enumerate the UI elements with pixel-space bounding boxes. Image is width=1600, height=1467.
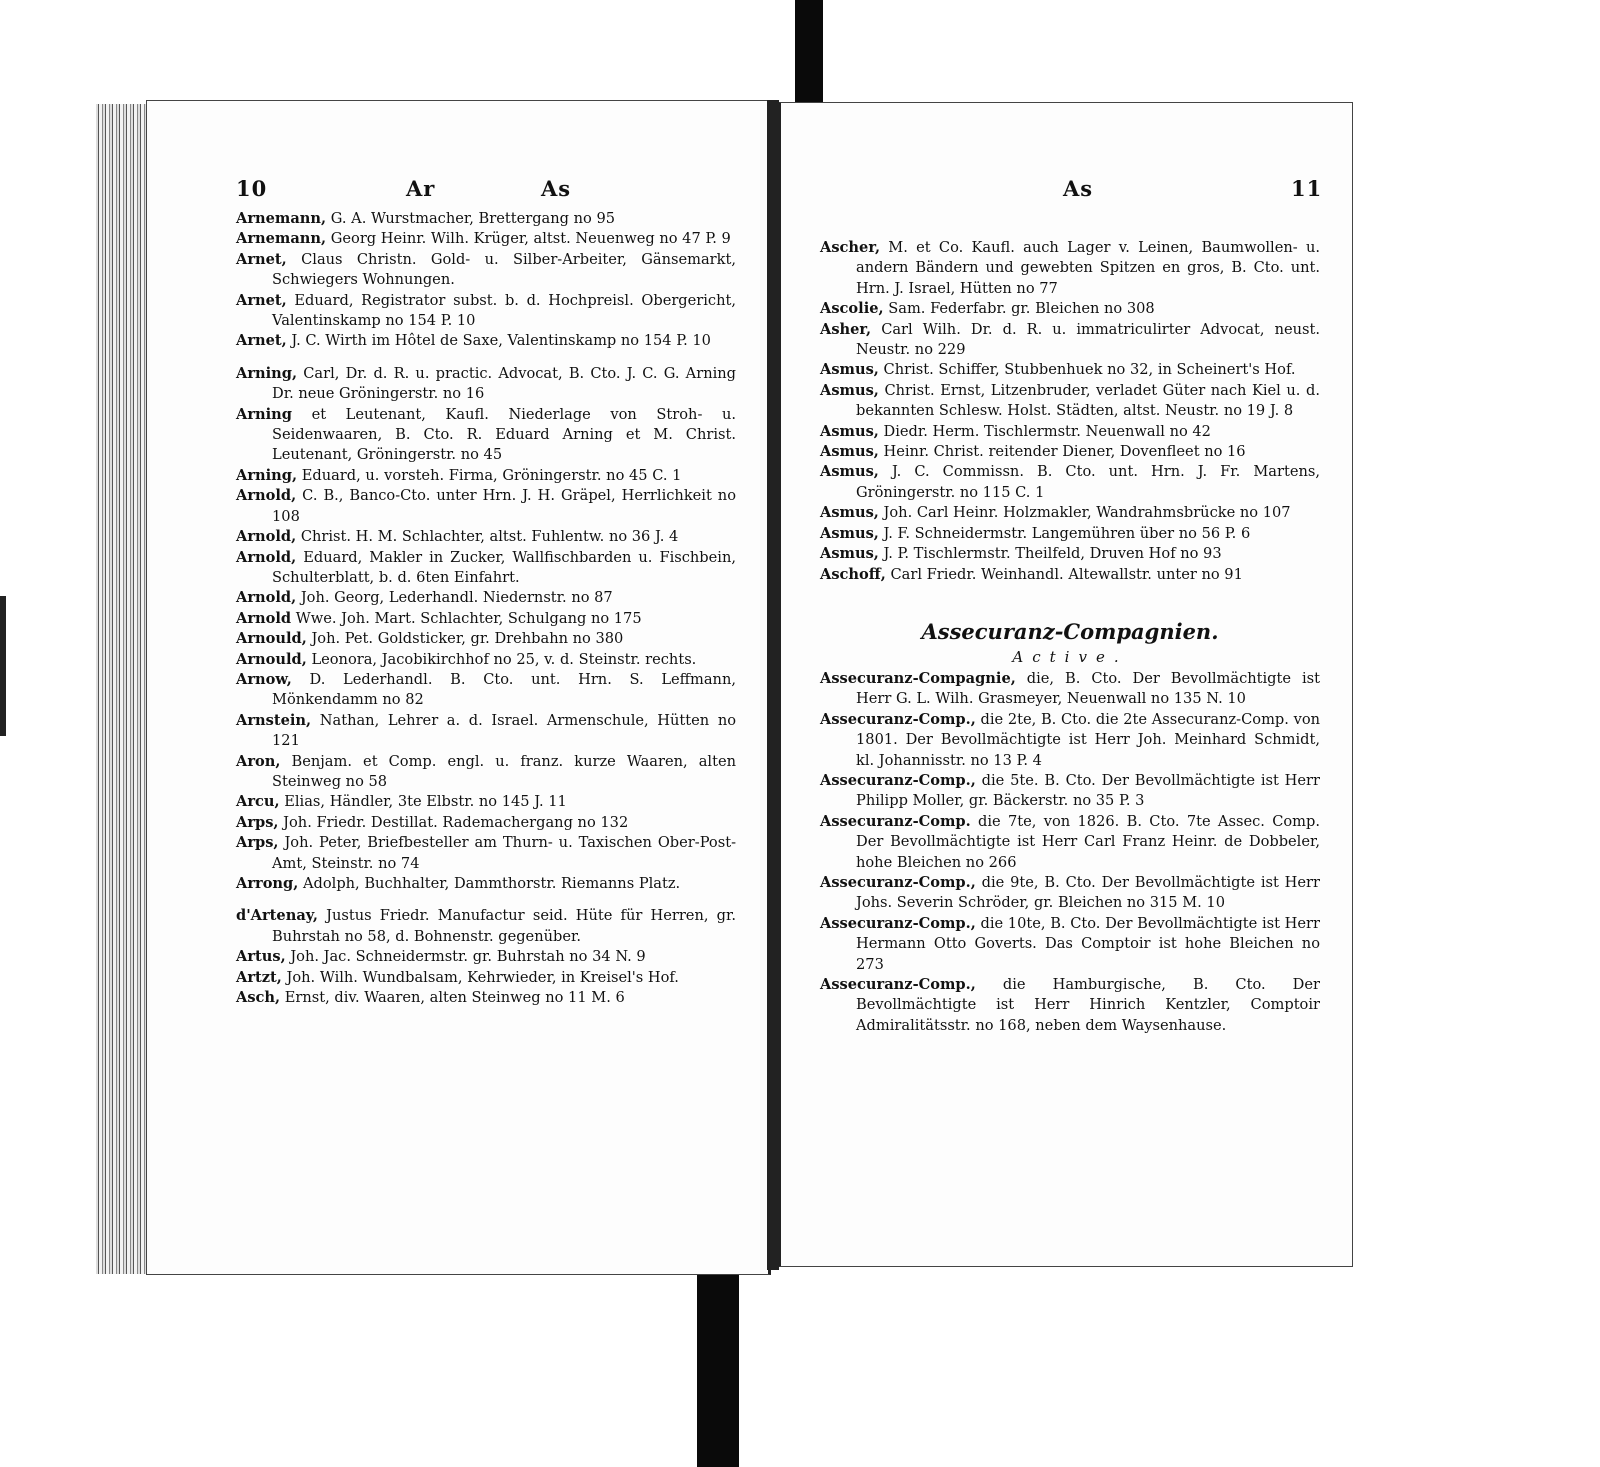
entry-name: Arning, <box>236 364 298 382</box>
entry-details: G. A. Wurstmacher, Brettergang no 95 <box>330 210 616 227</box>
entry-name: Aschoff, <box>820 565 886 583</box>
directory-entry <box>236 527 736 547</box>
entry-name: Arnold <box>236 609 292 627</box>
directory-entry <box>236 650 736 670</box>
directory-entry <box>820 442 1320 462</box>
directory-entry <box>820 710 1320 771</box>
entry-name: Arnet, <box>236 250 287 268</box>
entry-details: Christ. H. M. Schlachter, altst. Fuhlentw. no 36 J. 4 <box>300 528 679 546</box>
directory-entry <box>820 914 1320 975</box>
directory-entry <box>820 669 1320 710</box>
entry-name: Arnemann, <box>236 230 327 248</box>
entry-details: Eduard, Makler in Zucker, Wallfischbarden u. Fischbein, Schulterblatt, b. d. 6ten Einfahrt. <box>272 548 736 586</box>
entry-name: Artus, <box>236 948 286 966</box>
right-entry-column <box>820 238 1320 1036</box>
entry-details: Joh. Georg, Lederhandl. Niedernstr. no 87 <box>300 589 613 607</box>
directory-entry <box>820 503 1320 523</box>
entry-details: C. B., Banco-Cto. unter Hrn. J. H. Gräpel, Herrlichkeit no 108 <box>272 487 736 525</box>
section-title: Assecuranz-Compagnien. <box>921 618 1219 644</box>
entry-name: Arcu, <box>236 793 280 811</box>
entry-details: Diedr. Herm. Tischlermstr. Neuenwall no 42 <box>883 422 1211 440</box>
directory-entry <box>820 873 1320 914</box>
entry-details: Joh. Pet. Goldsticker, gr. Drehbahn no 380 <box>311 630 624 648</box>
entry-name: Asch, <box>236 989 281 1007</box>
page-edges <box>96 104 150 1274</box>
entry-name: Arnold, <box>236 589 297 607</box>
directory-entry <box>236 670 736 711</box>
entry-name: Arnet, <box>236 291 287 309</box>
directory-entry <box>236 548 736 589</box>
entry-details: Leonora, Jacobikirchhof no 25, v. d. Steinstr. rechts. <box>311 650 697 668</box>
entry-details: Ernst, div. Waaren, alten Steinweg no 11 M. 6 <box>284 989 625 1007</box>
entry-name: Ascher, <box>820 239 881 256</box>
directory-entry <box>236 792 736 812</box>
entry-name: Arps, <box>236 834 279 852</box>
entry-details: Justus Friedr. Manufactur seid. Hüte für Herren, gr. Buhrstah no 58, d. Bohnenstr. gegenüber. <box>272 907 737 945</box>
entry-name: Ascolie, <box>820 300 884 318</box>
directory-entry <box>820 320 1320 361</box>
entry-details: die 10te, B. Cto. Der Bevollmächtigte ist Herr Hermann Otto Goverts. Das Comptoir ist hohe Bleichen no 273 <box>856 914 1320 973</box>
directory-entry <box>236 405 736 466</box>
entry-name: Asmus, <box>820 524 879 542</box>
entry-details: die 9te, B. Cto. Der Bevollmächtigte ist Herr Johs. Severin Schröder, gr. Bleichen no 315 M. 10 <box>856 873 1320 912</box>
entry-name: Arps, <box>236 813 279 831</box>
directory-entry <box>820 360 1320 380</box>
directory-entry <box>236 906 736 947</box>
binding-strip-top <box>795 0 823 118</box>
entry-details: Carl Wilh. Dr. d. R. u. immatriculirter Advocat, neust. Neustr. no 229 <box>856 320 1320 359</box>
entry-name: Arrong, <box>236 875 299 892</box>
entry-details: die 5te. B. Cto. Der Bevollmächtigte ist Herr Philipp Moller, gr. Bäckerstr. no 35 P. 3 <box>856 771 1320 810</box>
directory-entry <box>236 968 736 988</box>
directory-entry <box>236 833 736 874</box>
entry-name: Arnow, <box>236 670 292 688</box>
directory-entry <box>236 752 736 793</box>
left-running-head-start: Ar <box>406 176 436 201</box>
entry-name: Aron, <box>236 752 281 770</box>
entry-name: Arnemann, <box>236 210 327 227</box>
entry-details: J. C. Commissn. B. Cto. unt. Hrn. J. Fr. Martens, Gröningerstr. no 115 C. 1 <box>856 463 1321 501</box>
directory-entry <box>236 874 736 894</box>
entry-details: die 2te, B. Cto. die 2te Assecuranz-Comp. von 1801. Der Bevollmächtigte ist Herr Joh. Meinhard Schmidt, kl. Johannisstr. no 13 P. 4 <box>856 710 1321 769</box>
entry-name: Arnet, <box>236 332 287 350</box>
entry-name: Assecuranz-Comp., <box>820 710 976 728</box>
directory-entry <box>820 462 1320 503</box>
entry-name: Asmus, <box>820 443 879 461</box>
entry-details: Benjam. et Comp. engl. u. franz. kurze Waaren, alten Steinweg no 58 <box>272 752 736 790</box>
entry-details: J. P. Tischlermstr. Theilfeld, Druven Hof no 93 <box>883 545 1222 563</box>
entry-name: Arnold, <box>236 528 297 546</box>
entry-name: Arnold, <box>236 548 297 566</box>
book-spine <box>767 100 779 1270</box>
entry-name: Asher, <box>820 320 872 338</box>
directory-entry <box>820 544 1320 564</box>
directory-entry <box>820 975 1320 1036</box>
directory-entry <box>820 565 1320 585</box>
right-page-number: 11 <box>1291 176 1323 201</box>
entry-details: Heinr. Christ. reitender Diener, Dovenfleet no 16 <box>883 443 1246 461</box>
entry-details: Carl, Dr. d. R. u. practic. Advocat, B. Cto. J. C. G. Arning Dr. neue Gröningerstr. no 16 <box>272 364 736 403</box>
entry-name: Asmus, <box>820 463 879 481</box>
entry-details: Christ. Ernst, Litzenbruder, verladet Güter nach Kiel u. d. bekannten Schlesw. Holst. Städten, altst. Neustr. no 19 J. 8 <box>856 381 1320 420</box>
directory-entry <box>236 331 736 351</box>
directory-entry <box>236 364 736 405</box>
directory-entry <box>236 229 736 249</box>
directory-entry <box>236 250 736 291</box>
directory-entry <box>820 771 1320 812</box>
directory-entry <box>236 466 736 486</box>
entry-details: Eduard, Registrator subst. b. d. Hochpreisl. Obergericht, Valentinskamp no 154 P. 10 <box>272 291 737 330</box>
directory-entry <box>820 381 1320 422</box>
directory-entry <box>236 947 736 967</box>
directory-entry <box>236 486 736 527</box>
entry-name: Assecuranz-Comp. <box>820 812 971 830</box>
entry-details: die Hamburgische, B. Cto. Der Bevollmächtigte ist Herr Hinrich Kentzler, Comptoir Admiralitätsstr. no 168, neben dem Waysenhause. <box>856 976 1320 1034</box>
directory-entry <box>236 711 736 752</box>
entry-details: Nathan, Lehrer a. d. Israel. Armenschule, Hütten no 121 <box>272 711 737 750</box>
entry-name: Assecuranz-Comp., <box>820 976 976 993</box>
section-subtitle: Active. <box>1012 647 1128 666</box>
directory-entry <box>820 238 1320 299</box>
entry-name: Arnstein, <box>236 711 312 729</box>
left-page-number: 10 <box>236 176 268 201</box>
entry-details: Georg Heinr. Wilh. Krüger, altst. Neuenweg no 47 P. 9 <box>330 230 731 248</box>
entry-name: Arnould, <box>236 650 307 668</box>
entry-details: Joh. Jac. Schneidermstr. gr. Buhrstah no 34 N. 9 <box>290 948 646 966</box>
entry-details: Adolph, Buchhalter, Dammthorstr. Riemanns Platz. <box>302 875 681 892</box>
entry-name: Assecuranz-Comp., <box>820 914 976 932</box>
entry-name: Assecuranz-Compagnie, <box>820 669 1016 687</box>
entry-name: Assecuranz-Comp., <box>820 873 976 891</box>
binding-strip-bottom <box>697 1265 739 1467</box>
entry-details: Joh. Carl Heinr. Holzmakler, Wandrahmsbrücke no 107 <box>883 504 1291 522</box>
entry-details: die 7te, von 1826. B. Cto. 7te Assec. Comp. Der Bevollmächtigte ist Herr Carl Franz Heinr. de Dobbeler, hohe Bleichen no 266 <box>856 812 1320 871</box>
entry-details: Joh. Wilh. Wundbalsam, Kehrwieder, in Kreisel's Hof. <box>286 968 679 986</box>
entry-details: Christ. Schiffer, Stubbenhuek no 32, in Scheinert's Hof. <box>883 361 1296 379</box>
entry-details: Joh. Peter, Briefbesteller am Thurn- u. Taxischen Ober-Post-Amt, Steinstr. no 74 <box>272 834 736 872</box>
directory-entry <box>236 629 736 649</box>
entry-name: Artzt, <box>236 968 282 986</box>
entry-details: Eduard, u. vorsteh. Firma, Gröningerstr. no 45 C. 1 <box>301 466 682 484</box>
entry-name: Assecuranz-Comp., <box>820 771 976 789</box>
entry-name: Arnould, <box>236 630 307 648</box>
entry-details: D. Lederhandl. B. Cto. unt. Hrn. S. Leffmann, Mönkendamm no 82 <box>272 670 736 709</box>
entry-details: J. C. Wirth im Hôtel de Saxe, Valentinskamp no 154 P. 10 <box>291 332 711 350</box>
section-entry-list <box>820 669 1320 1036</box>
entry-details: Joh. Friedr. Destillat. Rademachergang no 132 <box>283 813 629 831</box>
entry-details: Claus Christn. Gold- u. Silber-Arbeiter, Gänsemarkt, Schwiegers Wohnungen. <box>272 250 737 289</box>
entry-name: Arning, <box>236 466 298 484</box>
entry-details: Carl Friedr. Weinhandl. Altewallstr. unter no 91 <box>890 565 1243 583</box>
entry-name: Arning <box>236 405 292 423</box>
directory-entry <box>820 422 1320 442</box>
directory-entry <box>236 588 736 608</box>
entry-details: Elias, Händler, 3te Elbstr. no 145 J. 11 <box>284 793 567 811</box>
entry-details: J. F. Schneidermstr. Langemühren über no 56 P. 6 <box>883 524 1251 542</box>
entry-details: M. et Co. Kaufl. auch Lager v. Leinen, Baumwollen- u. andern Bändern und gewebten Spitzen en gros, B. Cto. unt. Hrn. J. Israel, Hütten no 77 <box>856 239 1320 297</box>
left-running-head-end: As <box>541 176 572 201</box>
entry-details: Wwe. Joh. Mart. Schlachter, Schulgang no 175 <box>295 609 642 627</box>
directory-entry <box>236 813 736 833</box>
entry-details: Sam. Federfabr. gr. Bleichen no 308 <box>888 300 1155 318</box>
entry-name: Asmus, <box>820 361 879 379</box>
directory-entry <box>236 209 736 229</box>
right-entry-list <box>820 238 1320 585</box>
entry-name: Asmus, <box>820 381 879 399</box>
entry-details: et Leutenant, Kaufl. Niederlage von Stroh- u. Seidenwaaren, B. Cto. R. Eduard Arning et M. Christ. Leutenant, Gröningerstr. no 45 <box>272 405 736 464</box>
directory-entry <box>236 988 736 1008</box>
entry-name: Arnold, <box>236 487 297 505</box>
directory-entry <box>236 609 736 629</box>
directory-entry <box>820 299 1320 319</box>
entry-name: Asmus, <box>820 422 879 440</box>
directory-entry <box>820 812 1320 873</box>
scan-edge-mark <box>0 596 6 736</box>
entry-details: die, B. Cto. Der Bevollmächtigte ist Herr G. L. Wilh. Grasmeyer, Neuenwall no 135 N. 10 <box>856 669 1320 708</box>
right-running-head: As <box>1063 176 1094 201</box>
entry-name: Asmus, <box>820 545 879 563</box>
entry-name: d'Artenay, <box>236 907 318 925</box>
directory-entry <box>820 524 1320 544</box>
directory-entry <box>236 291 736 332</box>
left-entry-column <box>236 209 736 1008</box>
entry-name: Asmus, <box>820 504 879 522</box>
